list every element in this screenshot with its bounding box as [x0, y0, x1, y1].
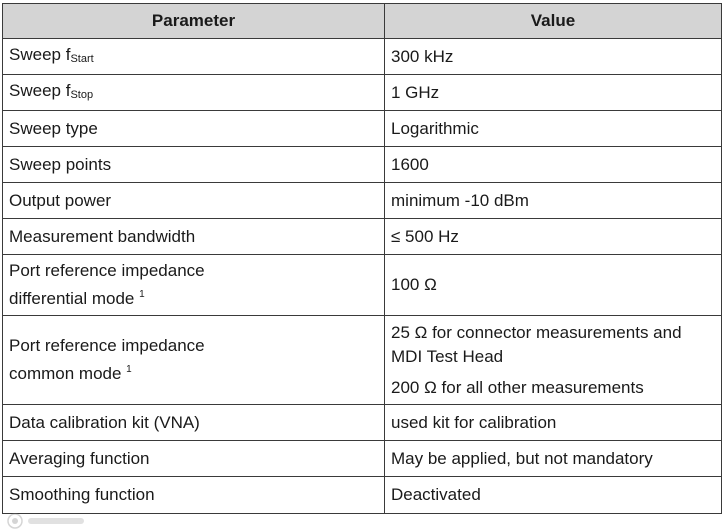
- value-cell: Deactivated: [385, 477, 722, 514]
- param-cell: [3, 39, 385, 75]
- value-cell: Logarithmic: [385, 111, 722, 147]
- param-cell: Measurement bandwidth: [3, 219, 385, 255]
- table-row: [3, 316, 722, 405]
- table-row: [3, 405, 722, 441]
- header-parameter: Parameter: [3, 4, 385, 39]
- header-value: Value: [385, 4, 722, 39]
- table-row: [3, 111, 722, 147]
- param-line-2: [9, 358, 378, 386]
- param-cell: Averaging function: [3, 441, 385, 477]
- value-cell: ≤ 500 Hz: [385, 219, 722, 255]
- table-row: [3, 147, 722, 183]
- param-line-2: [9, 283, 378, 311]
- value-cell: 100 Ω: [385, 255, 722, 316]
- table-row: [3, 219, 722, 255]
- footnote-marker: 1: [139, 289, 145, 300]
- param-subscript: Stop: [70, 88, 94, 101]
- table-header-row: [3, 4, 722, 39]
- param-subscript: Start: [70, 52, 94, 65]
- table-row: [3, 39, 722, 75]
- table-row: [3, 255, 722, 316]
- value-cell: May be applied, but not mandatory: [385, 441, 722, 477]
- value-line-1: 25 Ω for connector measurements and: [391, 322, 682, 342]
- param-text: Sweep f: [9, 44, 71, 64]
- value-cell: 1 GHz: [385, 75, 722, 111]
- table-row: [3, 75, 722, 111]
- param-cell: [3, 255, 385, 316]
- param-cell: Sweep type: [3, 111, 385, 147]
- param-cell: Output power: [3, 183, 385, 219]
- footnote-marker: 1: [126, 364, 132, 375]
- param-text: common mode: [9, 364, 122, 383]
- value-line-3: 200 Ω for all other measurements: [391, 377, 644, 397]
- value-cell: 300 kHz: [385, 39, 722, 75]
- param-cell: [3, 75, 385, 111]
- value-cell: minimum -10 dBm: [385, 183, 722, 219]
- param-cell: Sweep points: [3, 147, 385, 183]
- value-cell: 1600: [385, 147, 722, 183]
- table-row: [3, 441, 722, 477]
- value-cell: [385, 316, 722, 405]
- table-row: [3, 183, 722, 219]
- param-text: differential mode: [9, 289, 135, 308]
- table-row: [3, 477, 722, 514]
- param-cell: [3, 316, 385, 405]
- value-cell: used kit for calibration: [385, 405, 722, 441]
- param-text: Sweep f: [9, 80, 71, 100]
- param-line-1: Port reference impedance: [9, 336, 205, 355]
- parameter-table: [2, 3, 722, 514]
- value-line-2: MDI Test Head: [391, 346, 504, 366]
- watermark-logo-icon: [6, 512, 88, 530]
- param-cell: Data calibration kit (VNA): [3, 405, 385, 441]
- param-line-1: Port reference impedance: [9, 261, 205, 280]
- param-cell: Smoothing function: [3, 477, 385, 514]
